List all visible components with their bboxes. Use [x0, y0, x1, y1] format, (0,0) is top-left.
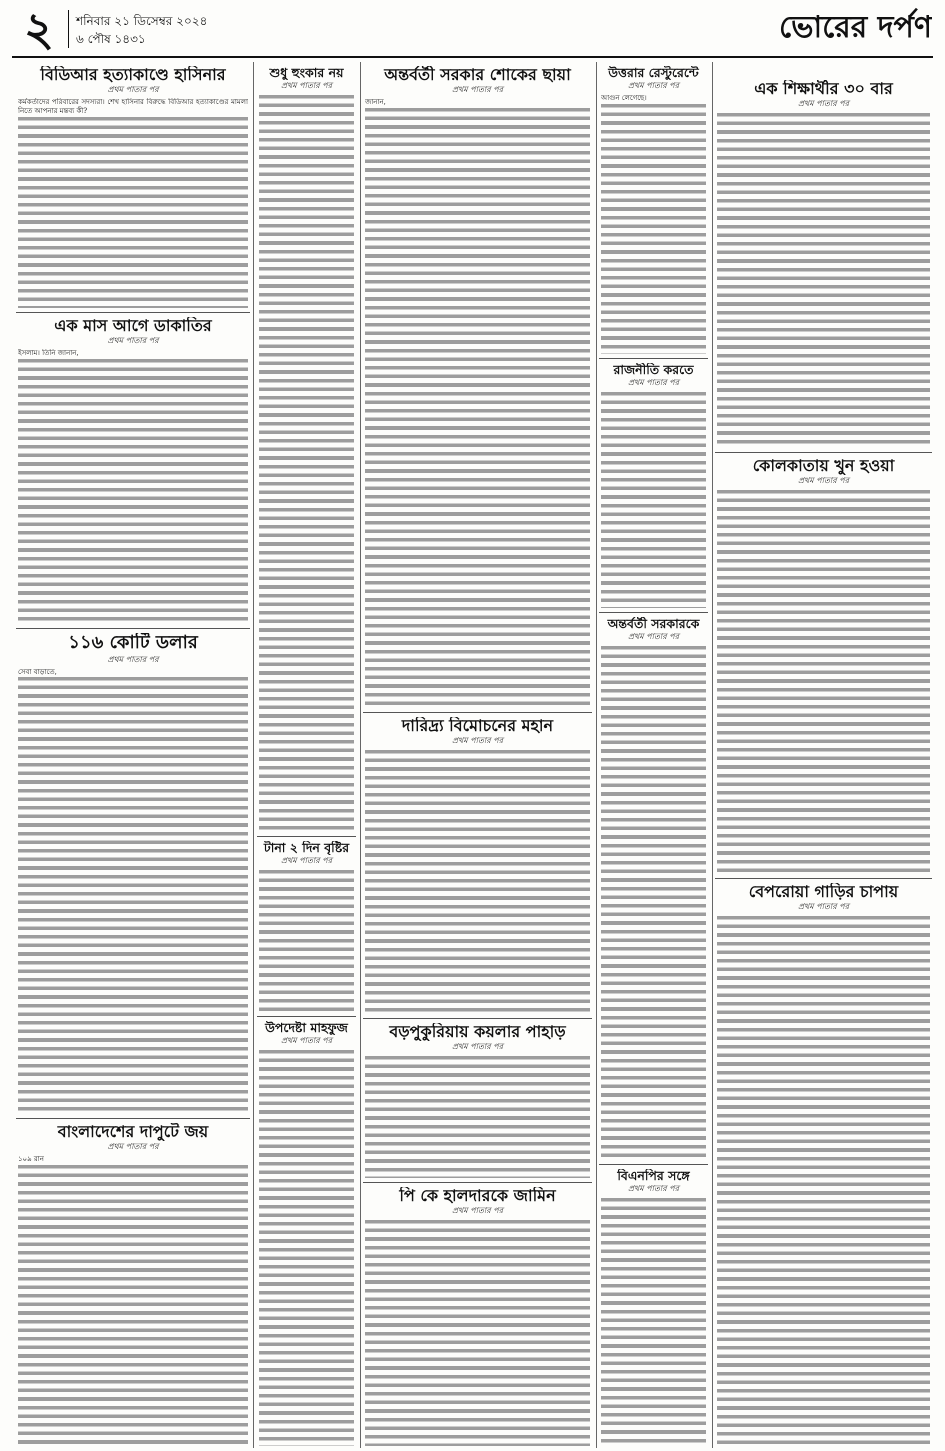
article-headline: রাজনীতি করতে	[613, 363, 694, 377]
article-body	[601, 391, 706, 608]
article-body-text-lines	[601, 392, 706, 608]
publication-date: শনিবার ২১ ডিসেম্বর ২০২৪	[76, 14, 208, 28]
article-body-text: সেবা বাড়াতে,	[18, 667, 57, 676]
continued-from-front-page-label: প্রথম পাতার পর	[281, 856, 332, 866]
continued-from-front-page-label: প্রথম পাতার পর	[107, 85, 159, 95]
article-barapukuria-coal	[363, 1018, 592, 1180]
continued-from-front-page-label: প্রথম পাতার পর	[628, 1184, 679, 1194]
article-government-mourning	[363, 62, 592, 710]
article-bdr-hasina	[16, 62, 250, 310]
article-body-text-lines	[18, 1165, 248, 1446]
column-divider	[596, 62, 597, 1448]
continued-from-front-page-label: প্রথম পাতার পর	[798, 99, 849, 109]
continued-from-front-page-label: প্রথম পাতার পর	[452, 736, 503, 746]
article-body-text-lines	[601, 1198, 706, 1446]
article-body	[18, 1155, 248, 1446]
column-divider	[712, 62, 713, 1448]
article-body-text-lines	[717, 113, 930, 448]
continued-from-front-page-label: প্রথম পাতার পর	[452, 1206, 503, 1216]
article-reckless-vehicle	[715, 878, 932, 1448]
continued-from-front-page-label: প্রথম পাতার পর	[628, 378, 679, 388]
article-body-text-lines	[601, 104, 706, 354]
article-headline: পি কে হালদারকে জামিন	[399, 1187, 556, 1205]
article-body	[365, 749, 590, 1014]
article-headline: বিডিআর হত্যাকাণ্ডে হাসিনার	[40, 66, 226, 84]
continued-from-front-page-label: প্রথম পাতার পর	[452, 85, 503, 95]
article-headline: অন্তর্বর্তী সরকার শোকের ছায়া	[384, 66, 571, 84]
article-robbery	[16, 312, 250, 626]
bangla-calendar-date: ৬ পৌষ ১৪৩১	[76, 32, 146, 46]
article-body	[717, 112, 930, 448]
article-body-text-lines	[365, 750, 590, 1014]
column-divider	[253, 62, 254, 1448]
masthead-divider	[68, 10, 69, 48]
article-headline: অন্তর্বর্তী সরকারকে	[607, 617, 700, 631]
article-kolkata-murder	[715, 452, 932, 876]
continued-from-front-page-label: প্রথম পাতার পর	[798, 476, 849, 486]
continued-from-front-page-label: প্রথম পাতার পর	[452, 1042, 503, 1052]
masthead-rule	[12, 56, 933, 58]
article-headline: দারিদ্র্য বিমোচনের মহান	[401, 717, 554, 735]
article-body	[365, 1219, 590, 1446]
article-body-text: ১০৯ রান	[18, 1155, 44, 1164]
article-body-text: ইসলাম। তিনি জানান,	[18, 349, 79, 358]
continued-from-front-page-label: প্রথম পাতার পর	[798, 902, 849, 912]
article-interim-government	[599, 612, 708, 1162]
article-headline: বড়পুকুরিয়ায় কয়লার পাহাড়	[389, 1023, 566, 1041]
article-headline: বাংলাদেশের দাপুটে জয়	[57, 1123, 209, 1141]
article-uttara-restaurant	[599, 62, 708, 356]
continued-from-front-page-label: প্রথম পাতার পর	[107, 336, 159, 346]
article-adviser-mahfuj	[257, 1016, 356, 1448]
continued-from-front-page-label: প্রথম পাতার পর	[107, 1142, 159, 1152]
article-body-text-lines	[18, 677, 248, 1114]
article-body-text-lines	[18, 359, 248, 624]
article-body-text-lines	[717, 916, 930, 1446]
article-body	[18, 349, 248, 624]
article-usd-116-crore	[16, 628, 250, 1116]
article-headline: শুধু হুংকার নয়	[269, 66, 344, 80]
page-number: ২	[24, 2, 54, 56]
article-body	[259, 1049, 354, 1446]
article-not-just-threat	[257, 62, 356, 834]
article-body-text-lines	[365, 1220, 590, 1446]
article-pk-halder-bail	[363, 1182, 592, 1448]
article-body	[717, 915, 930, 1446]
article-headline: বিএনপির সঙ্গে	[617, 1169, 690, 1183]
article-body-text-lines	[259, 95, 354, 832]
newspaper-logo: ভোরের দর্পণ	[779, 9, 932, 45]
article-headline: এক মাস আগে ডাকাতির	[54, 317, 212, 335]
continued-from-front-page-label: প্রথম পাতার পর	[281, 81, 332, 91]
article-student-30-times	[715, 62, 932, 450]
article-headline: উপদেষ্টা মাহফুজ	[265, 1021, 348, 1035]
article-headline: কোলকাতায় খুন হওয়া	[752, 457, 895, 475]
article-body-text-lines	[259, 1050, 354, 1446]
article-body-text-lines	[18, 117, 248, 308]
article-body-text-lines	[365, 108, 590, 708]
article-headline: ১১৬ কোটি ডলার	[68, 633, 198, 653]
article-body	[18, 668, 248, 1114]
continued-from-front-page-label: প্রথম পাতার পর	[107, 654, 159, 664]
article-rain-two-days	[257, 836, 356, 1014]
article-body	[717, 489, 930, 874]
article-body	[365, 98, 590, 708]
article-body-text-lines	[259, 870, 354, 1012]
article-poverty-alleviation	[363, 712, 592, 1016]
article-body	[18, 98, 248, 308]
article-body	[259, 94, 354, 832]
article-with-bnp	[599, 1164, 708, 1448]
article-body-text: জানান,	[365, 98, 386, 107]
article-body	[259, 869, 354, 1012]
continued-from-front-page-label: প্রথম পাতার পর	[628, 632, 679, 642]
article-body-text: কর্মকর্তাদের পরিবারের সদস্যরা। শেখ হাসিনার বিরুদ্ধে বিডিআর হত্যাকাণ্ডের মামলা নিতে আপনার মন্তব্য কী?	[18, 98, 248, 115]
article-body-text-lines	[365, 1056, 590, 1178]
article-body-text-lines	[717, 490, 930, 874]
article-body	[601, 645, 706, 1160]
continued-from-front-page-label: প্রথম পাতার পর	[628, 81, 679, 91]
article-headline: বেপরোয়া গাড়ির চাপায়	[748, 883, 899, 901]
article-politics	[599, 358, 708, 610]
article-headline: এক শিক্ষার্থীর ৩০ বার	[754, 80, 893, 98]
article-body	[601, 94, 706, 354]
article-body-text: আগুন লেগেছে।	[601, 94, 647, 103]
article-body-text-lines	[601, 646, 706, 1160]
continued-from-front-page-label: প্রথম পাতার পর	[281, 1036, 332, 1046]
article-body	[365, 1055, 590, 1178]
article-headline: উত্তরার রেস্টুরেন্টে	[608, 66, 699, 80]
article-bangladesh-win	[16, 1118, 250, 1448]
article-body	[601, 1197, 706, 1446]
column-divider	[360, 62, 361, 1448]
article-headline: টানা ২ দিন বৃষ্টির	[263, 841, 350, 855]
